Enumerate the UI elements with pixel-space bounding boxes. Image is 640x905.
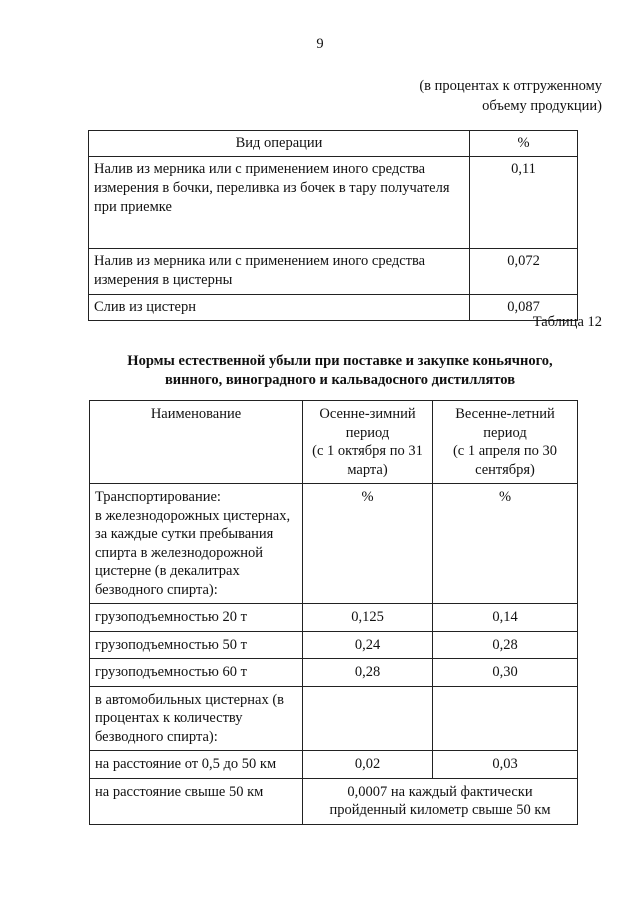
header-percent: % <box>470 131 578 157</box>
table-header-row <box>89 131 578 157</box>
page-number: 9 <box>316 36 324 52</box>
transport-spring-unit: % <box>433 484 578 604</box>
row-spring: 0,14 <box>433 604 578 632</box>
row-name: на расстояние от 0,5 до 50 км <box>90 751 303 779</box>
auto-label: в автомобильных цистернах (в процентах к количеству безводного спирта): <box>90 686 303 751</box>
table-row <box>90 686 578 751</box>
table-row <box>90 659 578 687</box>
operation-value: 0,087 <box>470 295 578 321</box>
row-merged-value: 0,0007 на каждый фактически пройденный километр свыше 50 км <box>303 778 578 824</box>
row-name: на расстояние свыше 50 км <box>90 778 303 824</box>
operation-name: Налив из мерника или с применением иного средства измерения в бочки, переливка из бочек в тару получателя при приемке <box>89 157 470 249</box>
empty-cell <box>303 686 433 751</box>
operation-value: 0,072 <box>470 249 578 295</box>
table-row <box>90 484 578 604</box>
transport-label: Транспортирование: в железнодорожных цистернах, за каждые сутки пребывания спирта в железнодорожной цистерне (в декалитрах безводного спирта): <box>90 484 303 604</box>
table-row <box>90 751 578 779</box>
table-row <box>90 778 578 824</box>
header-operation: Вид операции <box>89 131 470 157</box>
table-row <box>89 249 578 295</box>
table-caption: Таблица 12 <box>532 314 602 330</box>
operation-value: 0,11 <box>470 157 578 249</box>
table-header-row <box>90 401 578 484</box>
row-name: грузоподъемностью 20 т <box>90 604 303 632</box>
row-spring: 0,03 <box>433 751 578 779</box>
unit-note: (в процентах к отгруженному объему продукции) <box>419 78 602 114</box>
table-row <box>89 295 578 321</box>
header-autumn-winter: Осенне-зимний период (с 1 октября по 31 марта) <box>303 401 433 484</box>
operation-name: Слив из цистерн <box>89 295 470 321</box>
header-name: Наименование <box>90 401 303 484</box>
row-autumn: 0,24 <box>303 631 433 659</box>
losses-table <box>89 400 578 825</box>
table-row <box>89 157 578 249</box>
table-row <box>90 631 578 659</box>
operation-name: Налив из мерника или с применением иного средства измерения в цистерны <box>89 249 470 295</box>
row-name: грузоподъемностью 50 т <box>90 631 303 659</box>
table-row <box>90 604 578 632</box>
row-autumn: 0,02 <box>303 751 433 779</box>
row-spring: 0,28 <box>433 631 578 659</box>
empty-cell <box>433 686 578 751</box>
row-name: грузоподъемностью 60 т <box>90 659 303 687</box>
operations-table <box>88 130 578 321</box>
row-autumn: 0,28 <box>303 659 433 687</box>
transport-autumn-unit: % <box>303 484 433 604</box>
header-spring-summer: Весенне-летний период (с 1 апреля по 30 сентября) <box>433 401 578 484</box>
table-title: Нормы естественной убыли при поставке и закупке коньячного, винного, виноградного и кальвадосного дистиллятов <box>127 353 553 388</box>
row-spring: 0,30 <box>433 659 578 687</box>
row-autumn: 0,125 <box>303 604 433 632</box>
